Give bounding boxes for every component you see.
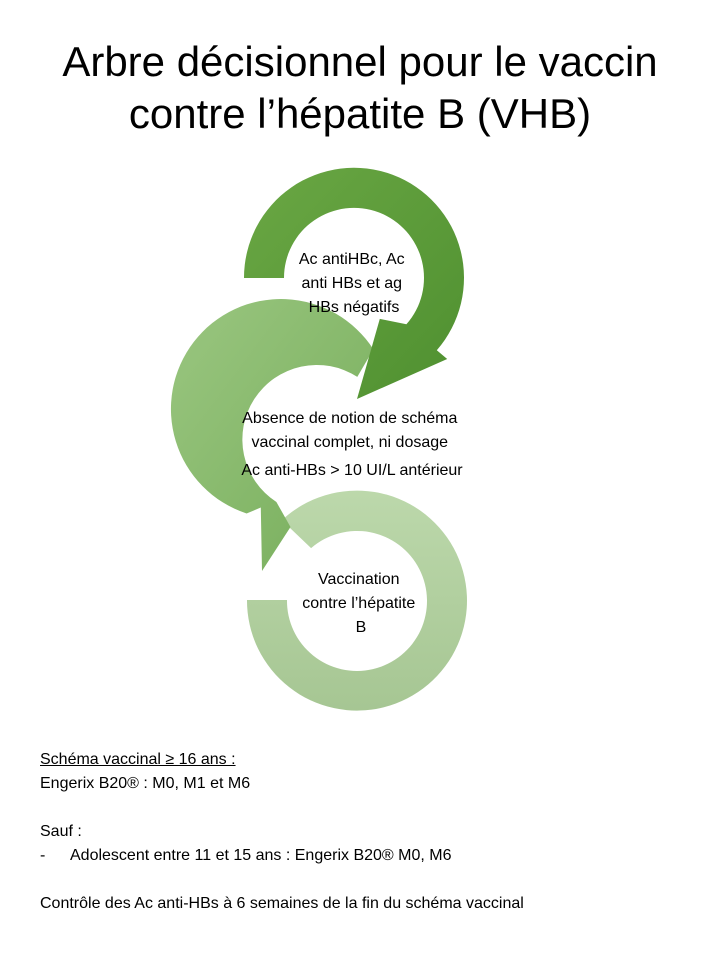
schedule-detail: Engerix B20® : M0, M1 et M6 — [40, 775, 251, 792]
step-1-line-1: Ac antiHBc, Ac — [298, 251, 405, 268]
title-line-1: Arbre décisionnel pour le vaccin — [62, 38, 658, 85]
svg-text:Absence de notion de schéma — [241, 410, 463, 479]
bullet-dash: - — [40, 847, 46, 864]
step-3-line-1: Vaccination — [318, 571, 400, 588]
step-1-line-2: anti HBs et ag — [301, 275, 403, 292]
exception-text: Adolescent entre 11 et 15 ans : Engerix B20® M0, M6 — [70, 847, 452, 864]
step-2-line-3: Ac anti-HBs > 10 UI/L antérieur — [241, 462, 463, 479]
svg-text:Vaccination contre l’hép — [302, 571, 419, 636]
schedule-heading: Schéma vaccinal ≥ 16 ans : — [40, 751, 236, 768]
step-3-line-3: B — [355, 619, 367, 636]
step-1-line-3: HBs négatifs — [308, 299, 400, 316]
step-2-line-1: Absence de notion de schéma — [242, 410, 458, 427]
spacer — [40, 796, 700, 820]
svg-text:Ac antiHBc, Ac anti HBs — [299, 251, 409, 316]
control-note: Contrôle des Ac anti-HBs à 6 semaines de la fin du schéma vaccinal — [40, 895, 524, 912]
exception-list-item — [40, 844, 700, 868]
step-3-line-2: contre l’hépatite — [302, 595, 416, 612]
exception-label: Sauf : — [40, 823, 82, 840]
title-line-2: contre l’hépatite B (VHB) — [128, 90, 592, 137]
step-2-line-2: vaccinal complet, ni dosage — [251, 434, 449, 451]
vaccination-notes — [40, 748, 700, 916]
spacer — [40, 868, 700, 892]
